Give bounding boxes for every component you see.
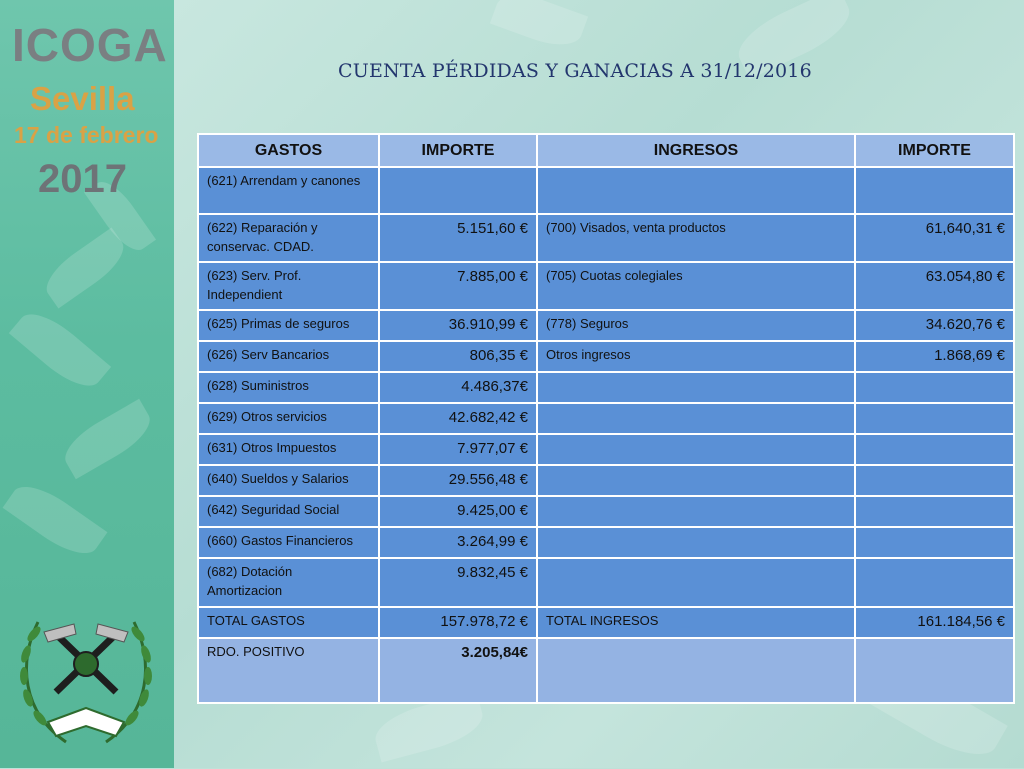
gasto-importe-cell bbox=[379, 167, 537, 214]
leaf-decoration bbox=[38, 227, 132, 308]
gasto-importe-cell: 806,35 € bbox=[379, 341, 537, 372]
empty-cell bbox=[537, 638, 855, 703]
table-header-row bbox=[198, 134, 1014, 167]
gasto-cell: (642) Seguridad Social bbox=[198, 496, 379, 527]
column-header-importe-ingresos: IMPORTE bbox=[855, 134, 1014, 167]
table-row bbox=[198, 167, 1014, 214]
laurel-wreath-icon bbox=[19, 622, 153, 742]
gasto-importe-cell: 7.885,00 € bbox=[379, 262, 537, 310]
ingreso-importe-cell bbox=[855, 496, 1014, 527]
ingreso-importe-cell: 61,640,31 € bbox=[855, 214, 1014, 262]
total-gastos-value: 157.978,72 € bbox=[379, 607, 537, 638]
gasto-importe-cell: 5.151,60 € bbox=[379, 214, 537, 262]
ingreso-importe-cell bbox=[855, 372, 1014, 403]
ingreso-cell bbox=[537, 558, 855, 607]
total-gastos-label: TOTAL GASTOS bbox=[198, 607, 379, 638]
brand-title: ICOGA bbox=[12, 19, 168, 71]
gasto-cell: (622) Reparación y conservac. CDAD. bbox=[198, 214, 379, 262]
brand-date: 17 de febrero bbox=[14, 122, 159, 148]
table-row bbox=[198, 372, 1014, 403]
gasto-importe-cell: 4.486,37€ bbox=[379, 372, 537, 403]
empty-cell bbox=[855, 638, 1014, 703]
gasto-importe-cell: 3.264,99 € bbox=[379, 527, 537, 558]
gasto-cell: (631) Otros Impuestos bbox=[198, 434, 379, 465]
profit-loss-table bbox=[197, 133, 1015, 704]
table-row bbox=[198, 496, 1014, 527]
gasto-cell: (629) Otros servicios bbox=[198, 403, 379, 434]
result-label: RDO. POSITIVO bbox=[198, 638, 379, 703]
gasto-cell: (623) Serv. Prof. Independient bbox=[198, 262, 379, 310]
result-value: 3.205,84€ bbox=[379, 638, 537, 703]
gasto-cell: (625) Primas de seguros bbox=[198, 310, 379, 341]
ingreso-cell: (778) Seguros bbox=[537, 310, 855, 341]
result-row bbox=[198, 638, 1014, 703]
ingreso-importe-cell: 1.868,69 € bbox=[855, 341, 1014, 372]
ingreso-cell bbox=[537, 372, 855, 403]
table-row bbox=[198, 465, 1014, 496]
total-ingresos-label: TOTAL INGRESOS bbox=[537, 607, 855, 638]
totals-row bbox=[198, 607, 1014, 638]
brand-year: 2017 bbox=[38, 157, 127, 201]
leaf-decoration bbox=[490, 0, 588, 54]
leaf-decoration bbox=[9, 303, 111, 398]
ingreso-importe-cell bbox=[855, 558, 1014, 607]
gasto-cell: (660) Gastos Financieros bbox=[198, 527, 379, 558]
ingreso-importe-cell: 63.054,80 € bbox=[855, 262, 1014, 310]
ingreso-importe-cell bbox=[855, 434, 1014, 465]
ingreso-importe-cell bbox=[855, 527, 1014, 558]
brand-city: Sevilla bbox=[30, 80, 135, 117]
leaf-decoration bbox=[57, 399, 158, 479]
gasto-cell: (640) Sueldos y Salarios bbox=[198, 465, 379, 496]
gasto-cell: (626) Serv Bancarios bbox=[198, 341, 379, 372]
ingreso-cell bbox=[537, 465, 855, 496]
table-row bbox=[198, 262, 1014, 310]
gasto-importe-cell: 9.425,00 € bbox=[379, 496, 537, 527]
table-row bbox=[198, 341, 1014, 372]
table-row bbox=[198, 527, 1014, 558]
page-title: CUENTA PÉRDIDAS Y GANACIAS A 31/12/2016 bbox=[338, 60, 812, 82]
sidebar-panel bbox=[0, 0, 174, 768]
association-logo bbox=[8, 592, 164, 752]
table-row bbox=[198, 434, 1014, 465]
crossed-hammers-icon bbox=[44, 624, 128, 692]
ingreso-cell bbox=[537, 434, 855, 465]
ingreso-cell bbox=[537, 167, 855, 214]
ingreso-cell: (700) Visados, venta productos bbox=[537, 214, 855, 262]
gasto-cell: (628) Suministros bbox=[198, 372, 379, 403]
table-row bbox=[198, 310, 1014, 341]
gasto-importe-cell: 42.682,42 € bbox=[379, 403, 537, 434]
gasto-importe-cell: 36.910,99 € bbox=[379, 310, 537, 341]
gasto-importe-cell: 9.832,45 € bbox=[379, 558, 537, 607]
ingreso-importe-cell bbox=[855, 403, 1014, 434]
ingreso-cell: Otros ingresos bbox=[537, 341, 855, 372]
ingreso-cell bbox=[537, 527, 855, 558]
table-row bbox=[198, 558, 1014, 607]
total-ingresos-value: 161.184,56 € bbox=[855, 607, 1014, 638]
column-header-importe-gastos: IMPORTE bbox=[379, 134, 537, 167]
table-row bbox=[198, 214, 1014, 262]
ingreso-cell bbox=[537, 403, 855, 434]
column-header-ingresos: INGRESOS bbox=[537, 134, 855, 167]
table-row bbox=[198, 403, 1014, 434]
gasto-importe-cell: 29.556,48 € bbox=[379, 465, 537, 496]
ingreso-importe-cell bbox=[855, 465, 1014, 496]
leaf-decoration bbox=[3, 475, 108, 565]
column-header-gastos: GASTOS bbox=[198, 134, 379, 167]
gasto-cell: (621) Arrendam y canones bbox=[198, 167, 379, 214]
gasto-cell: (682) Dotación Amortizacion bbox=[198, 558, 379, 607]
ingreso-importe-cell: 34.620,76 € bbox=[855, 310, 1014, 341]
ingreso-importe-cell bbox=[855, 167, 1014, 214]
ingreso-cell: (705) Cuotas colegiales bbox=[537, 262, 855, 310]
ingreso-cell bbox=[537, 496, 855, 527]
gasto-importe-cell: 7.977,07 € bbox=[379, 434, 537, 465]
